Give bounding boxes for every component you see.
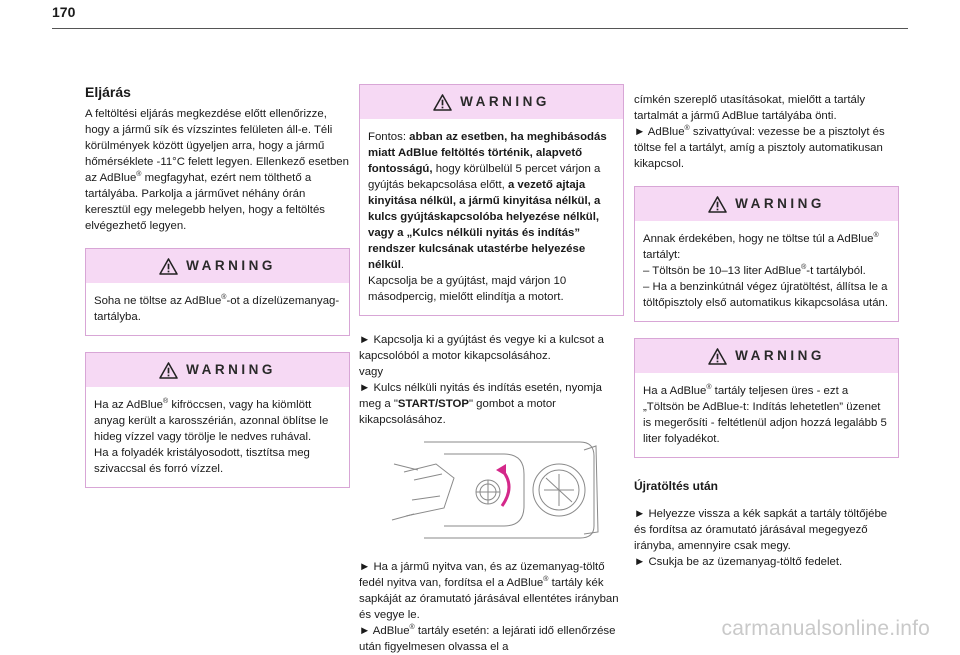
watermark: carmanualsonline.info: [721, 617, 930, 640]
warning-header: WARNING: [86, 249, 349, 283]
top-rule: [52, 28, 908, 29]
column-1: [85, 84, 350, 504]
warning-triangle-icon: [159, 258, 178, 275]
warning-box-3: [359, 84, 624, 316]
warning-body: Soha ne töltse az AdBlue®-ot a dízelüzemanyag-tartályba.: [94, 294, 340, 323]
step-keyless: ► Kulcs nélküli nyitás és indítás esetén, nyomja meg a "START/STOP" gombot a motor kikapcsolásához.: [359, 382, 603, 426]
warning-header: WARNING: [635, 339, 898, 373]
warning-header: WARNING: [86, 353, 349, 387]
warning-body: Annak érdekében, hogy ne töltse túl a AdBlue® tartályt: – Töltsön be 10–13 liter AdBlue®-t tartályból. – Ha a benzinkútnál végez újratöltést, állítsa le a töltőpisztoly első automatikus kikapcsolása után.: [643, 232, 889, 309]
warning-triangle-icon: [159, 362, 178, 379]
intro-paragraph: A feltöltési eljárás megkezdése előtt ellenőrizze, hogy a jármű sík és vízszintes felületen áll-e. Téli körülmények között ügyeljen arra, hogy a jármű hőmérséklete -11°C felett legyen. Ellenkező esetben az AdBlue® megfagyhat, ezért nem tölthető a tartályába. Parkolja a járművet néhány órán keresztül egy melegebb helyen, hogy a feltöltés elvégezhető legyen.: [85, 108, 349, 232]
warning-box-2: [85, 352, 350, 488]
step-pump: ► AdBlue® szivattyúval: vezesse be a pisztolyt és töltse fel a tartályt, amíg a pisztoly automatikusan kikapcsol.: [634, 125, 885, 170]
warning-box-5: [634, 338, 899, 458]
step-switch-off: ► Kapcsolja ki a gyújtást és vegye ki a kulcsot a kapcsolóból a motor kikapcsolásához.: [359, 334, 604, 362]
step-replace-cap: ► Helyezze vissza a kék sapkát a tartály töltőjébe és fordítsa az óramutató járásával megegyező irányba, amennyire csak megy.: [634, 508, 888, 552]
warning-header: WARNING: [635, 187, 898, 221]
warning-header: WARNING: [360, 85, 623, 119]
warning-triangle-icon: [433, 94, 452, 111]
step-close-flap: ► Csukja be az üzemanyag-töltő fedelet.: [634, 556, 843, 568]
column-3: [634, 92, 899, 570]
step-open-cap: ► Ha a jármű nyitva van, és az üzemanyag-töltő fedél nyitva van, fordítsa el a AdBlue® tartály kék sapkáját az óramutató járásával ellentétes irányban és vegye le.: [359, 561, 619, 621]
page-number: 170: [52, 4, 76, 20]
section-title-ujratoltes-utan: Újratöltés után: [634, 479, 719, 493]
warning-body: Ha az AdBlue® kifröccsen, vagy ha kiömlött anyag került a karosszérián, azonnal öblítse le hideg vízzel vagy törölje le nedves ruhával. Ha a folyadék kristályosodott, tisztítsa meg szivaccsal és forró vízzel.: [94, 398, 329, 475]
warning-triangle-icon: [708, 196, 727, 213]
bottle-continued: címkén szereplő utasításokat, mielőtt a tartály tartalmát a jármű AdBlue tartályába önti.: [634, 94, 866, 122]
warning-body: Ha a AdBlue® tartály teljesen üres - ezt a „Töltsön be AdBlue-t: Indítás lehetetlen” üzenet is megerősíti - feltétlenül adjon hozzá legalább 5 liter folyadékot.: [643, 384, 887, 445]
fuel-flap-illustration: [384, 434, 612, 544]
step-or: vagy: [359, 366, 384, 378]
warning-triangle-icon: [708, 348, 727, 365]
warning-box-4: [634, 186, 899, 322]
column-2: [359, 84, 624, 655]
section-title-eljaras: Eljárás: [85, 84, 131, 100]
step-bottle: ► AdBlue® tartály esetén: a lejárati idő ellenőrzése után figyelmesen olvassa el a: [359, 624, 616, 653]
warning-body: Fontos: abban az esetben, ha meghibásodás miatt AdBlue feltöltés történik, alapvető fontosságú, hogy körülbelül 5 percet várjon a gyújtás bekapcsolása előtt, a vezető ajtaja kinyitása nélkül, a jármű kinyitása nélkül, a kulcs gyújtáskapcsolóba helyezése nélkül, vagy a „Kulcs nélküli nyitás és indítás” rendszer kulcsának utastérbe helyezése nélkül. Kapcsolja be a gyújtást, majd várjon 10 másodpercig, mielőtt elindítja a motort.: [368, 131, 607, 303]
warning-box-1: [85, 248, 350, 336]
